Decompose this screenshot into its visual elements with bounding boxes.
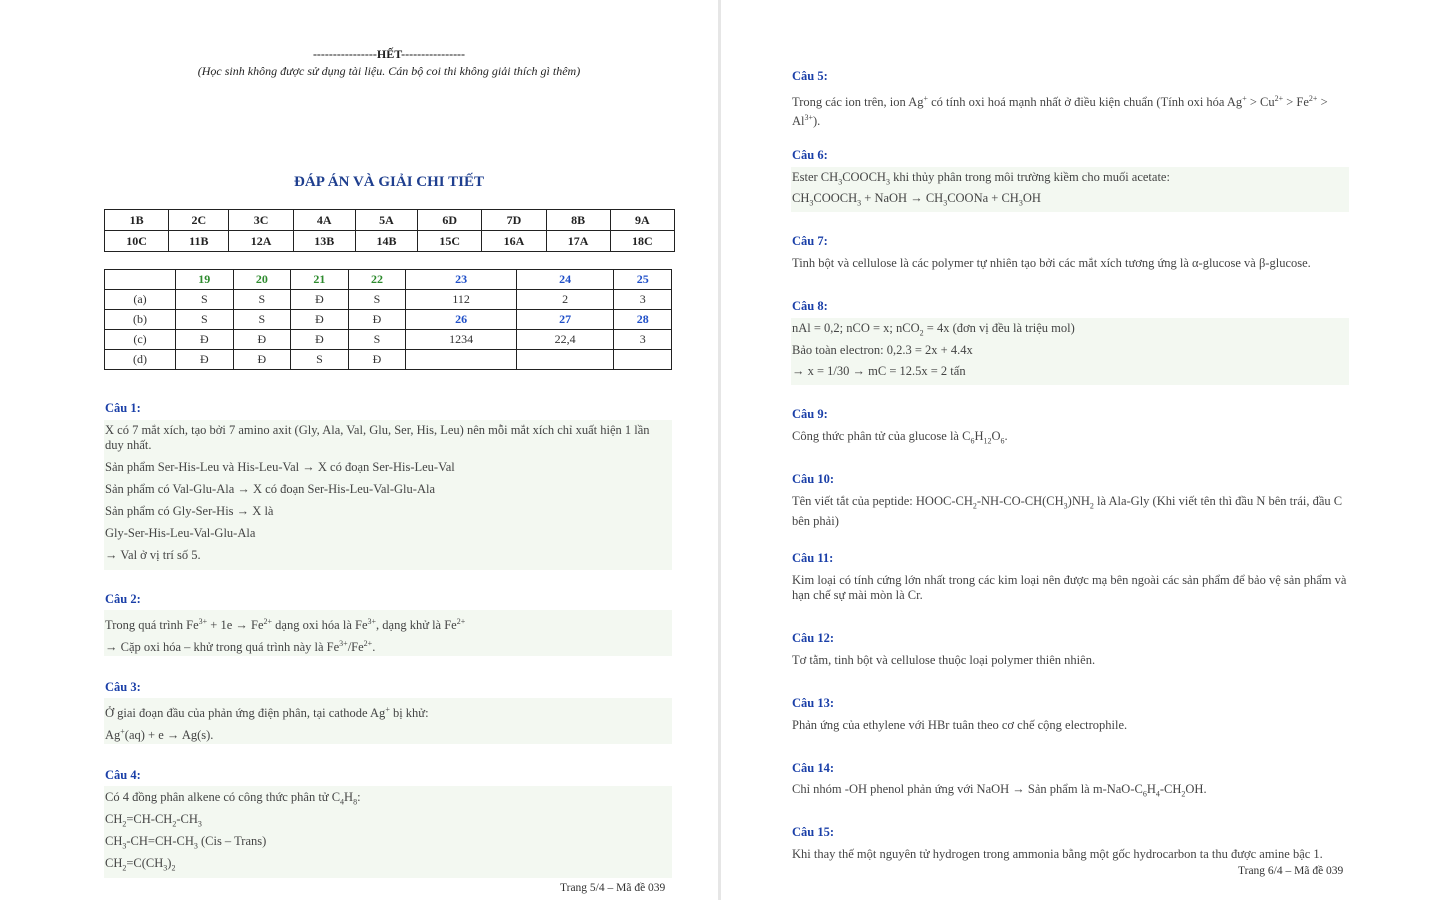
table-header-row bbox=[105, 270, 672, 290]
question-6-line: $CH_3COOCH_3$ + NaOH → $CH_3COONa + CH_3OH$ bbox=[792, 191, 1041, 208]
page-right bbox=[721, 0, 1394, 900]
table-cell: 28 bbox=[614, 310, 672, 330]
table-cell: (b) bbox=[105, 310, 176, 330]
question-14-title: Câu 14: bbox=[792, 761, 835, 775]
question-10-line: Tên viết tắt của peptide: HOOC-$CH_2-NH-CO-CH(CH_3)NH_2$ là Ala-Gly (Khi viết tên thì đầu N bên trái, đầu C bên phải) bbox=[792, 494, 1343, 528]
mc-answer-table bbox=[104, 209, 675, 252]
question-10-title: Câu 10: bbox=[792, 472, 835, 486]
answer-title: ĐÁP ÁN VÀ GIẢI CHI TIẾT bbox=[294, 174, 484, 190]
table-row bbox=[105, 330, 672, 350]
question-11-title: Câu 11: bbox=[792, 551, 834, 565]
question-12-line: Tơ tằm, tinh bột và cellulose thuộc loại polymer thiên nhiên. bbox=[792, 653, 1096, 667]
table-cell: Đ bbox=[348, 310, 406, 330]
table-row bbox=[105, 310, 672, 330]
table-cell bbox=[105, 270, 176, 290]
question-11-line: Kim loại có tính cứng lớn nhất trong các kim loại nên được mạ bên ngoài các sản phẩm để bảo vệ sản phẩm và hạn chế sự mài mòn là Cr. bbox=[792, 573, 1347, 602]
question-8-line: nAl = 0,2; nCO = x; nCO$_2$ = 4x (đơn vị đều là triệu mol) bbox=[792, 321, 1075, 338]
question-12-title: Câu 12: bbox=[792, 631, 835, 645]
question-4-title: Câu 4: bbox=[105, 768, 141, 782]
question-5-title: Câu 5: bbox=[792, 69, 828, 83]
table-cell: 24 bbox=[516, 270, 613, 290]
question-8-line: → x = 1/30 → mC = 12.5x = 2 tấn bbox=[792, 364, 966, 378]
table-cell bbox=[614, 350, 672, 370]
question-1-line: X có 7 mắt xích, tạo bởi 7 amino axit (Gly, Ala, Val, Glu, Ser, His, Leu) nên mỗi mắt xích chỉ xuất hiện 1 lần duy nhất. bbox=[105, 423, 650, 452]
table-cell: S bbox=[291, 350, 349, 370]
table-cell: Đ bbox=[291, 330, 349, 350]
question-2-line: → Cặp oxi hóa – khử trong quá trình này là $Fe^{3+}/Fe^{2+}$. bbox=[105, 639, 376, 655]
table-cell: 11B bbox=[169, 231, 229, 252]
table-cell: 19 bbox=[176, 270, 234, 290]
table-cell: 3 bbox=[614, 290, 672, 310]
question-15-title: Câu 15: bbox=[792, 825, 835, 839]
table-cell: S bbox=[176, 310, 234, 330]
table-cell: 23 bbox=[406, 270, 517, 290]
table-cell: 112 bbox=[406, 290, 517, 310]
table-cell: 3 bbox=[614, 330, 672, 350]
table-cell: 14B bbox=[355, 231, 417, 252]
table-cell: 1B bbox=[105, 210, 169, 231]
table-cell: 1234 bbox=[406, 330, 517, 350]
question-1-line: Gly-Ser-His-Leu-Val-Glu-Ala bbox=[105, 526, 256, 540]
table-cell bbox=[516, 350, 613, 370]
question-6-title: Câu 6: bbox=[792, 148, 828, 162]
table-cell: 26 bbox=[406, 310, 517, 330]
table-cell: S bbox=[176, 290, 234, 310]
question-9-title: Câu 9: bbox=[792, 407, 828, 421]
page-footer: Trang 6/4 – Mã đề 039 bbox=[1238, 865, 1344, 877]
question-9-line: Công thức phân tử của glucose là $C_6H_{12}O_6$. bbox=[792, 429, 1008, 446]
question-1-line: Sản phẩm có Gly-Ser-His → X là bbox=[105, 504, 274, 518]
table-cell: (d) bbox=[105, 350, 176, 370]
question-7-title: Câu 7: bbox=[792, 234, 828, 248]
table-cell: (c) bbox=[105, 330, 176, 350]
table-cell: 12A bbox=[229, 231, 293, 252]
table-cell: 15C bbox=[418, 231, 482, 252]
table-cell: 25 bbox=[614, 270, 672, 290]
table-cell: 13B bbox=[293, 231, 355, 252]
table-cell: 8B bbox=[546, 210, 610, 231]
question-1-line: Sản phẩm Ser-His-Leu và His-Leu-Val → X có đoạn Ser-His-Leu-Val bbox=[105, 460, 455, 474]
question-2-title: Câu 2: bbox=[105, 592, 141, 606]
question-14-line: Chỉ nhóm -OH phenol phản ứng với NaOH → Sản phẩm là $m-NaO-C_6H_4-CH_2OH$. bbox=[792, 782, 1207, 799]
table-cell: 18C bbox=[610, 231, 674, 252]
question-1-title: Câu 1: bbox=[105, 401, 141, 415]
table-cell: S bbox=[348, 330, 406, 350]
question-2-line: Trong quá trình $Fe^{3+} + 1e \to Fe^{2+}$ dạng oxi hóa là $Fe^{3+}$, dạng khử là $Fe^{2+}$ bbox=[105, 617, 466, 633]
table-row bbox=[105, 231, 675, 252]
right-margin bbox=[1394, 0, 1440, 900]
table-cell: 4A bbox=[293, 210, 355, 231]
table-cell: 22,4 bbox=[516, 330, 613, 350]
table-cell bbox=[406, 350, 517, 370]
question-4-line: Có 4 đồng phân alkene có công thức phân tử $C_4H_8$: bbox=[105, 790, 361, 807]
question-3-line: Ag+(aq) + e → Ag(s). bbox=[105, 727, 214, 743]
question-6-line: Ester $CH_3COOCH_3$ khi thủy phân trong môi trường kiềm cho muối acetate: bbox=[792, 170, 1170, 187]
table-cell: S bbox=[233, 310, 291, 330]
question-8-line: Bảo toàn electron: 0,2.3 = 2x + 4.4x bbox=[792, 343, 973, 357]
table-cell: Đ bbox=[233, 330, 291, 350]
table-cell: 3C bbox=[229, 210, 293, 231]
question-8-title: Câu 8: bbox=[792, 299, 828, 313]
table-cell: 2 bbox=[516, 290, 613, 310]
question-1-line: → Val ở vị trí số 5. bbox=[105, 548, 201, 562]
page-left bbox=[0, 0, 718, 900]
table-cell: 9A bbox=[610, 210, 674, 231]
table-cell: 7D bbox=[482, 210, 546, 231]
table-cell: 6D bbox=[418, 210, 482, 231]
exam-note: (Học sinh không được sử dụng tài liệu. Cán bộ coi thi không giải thích gì thêm) bbox=[197, 64, 581, 78]
table-cell: 16A bbox=[482, 231, 546, 252]
tf-answer-table bbox=[104, 269, 672, 370]
table-cell: 21 bbox=[291, 270, 349, 290]
table-cell: 17A bbox=[546, 231, 610, 252]
question-7-line: Tinh bột và cellulose là các polymer tự nhiên tạo bởi các mắt xích tương ứng là α-glucose và β-glucose. bbox=[792, 256, 1311, 270]
table-cell: 10C bbox=[105, 231, 169, 252]
table-cell: 20 bbox=[233, 270, 291, 290]
question-4-line: $CH_2=CH-CH_2-CH_3$ bbox=[105, 812, 202, 829]
table-row bbox=[105, 350, 672, 370]
question-4-line: $CH_2=C(CH_3)_2$ bbox=[105, 856, 176, 873]
table-cell: Đ bbox=[176, 350, 234, 370]
table-cell: 22 bbox=[348, 270, 406, 290]
question-3-line: Ở giai đoạn đầu của phản ứng điện phân, tại cathode Ag+ bị khử: bbox=[105, 705, 429, 721]
table-row bbox=[105, 210, 675, 231]
question-13-title: Câu 13: bbox=[792, 696, 835, 710]
question-13-line: Phản ứng của ethylene với HBr tuân theo cơ chế cộng electrophile. bbox=[792, 718, 1128, 732]
table-cell: (a) bbox=[105, 290, 176, 310]
question-15-line: Khi thay thế một nguyên tử hydrogen trong ammonia bằng một gốc hydrocarbon ta thu được amine bậc 1. bbox=[792, 847, 1323, 861]
table-cell: 2C bbox=[169, 210, 229, 231]
table-cell: Đ bbox=[233, 350, 291, 370]
question-1-line: Sản phẩm có Val-Glu-Ala → X có đoạn Ser-His-Leu-Val-Glu-Ala bbox=[105, 482, 435, 496]
table-cell: Đ bbox=[291, 310, 349, 330]
table-row bbox=[105, 290, 672, 310]
table-cell: S bbox=[233, 290, 291, 310]
end-marker: ----------------HẾT---------------- bbox=[312, 47, 466, 61]
table-cell: Đ bbox=[291, 290, 349, 310]
table-cell: Đ bbox=[348, 350, 406, 370]
page-footer: Trang 5/4 – Mã đề 039 bbox=[560, 882, 666, 894]
table-cell: 5A bbox=[355, 210, 417, 231]
question-3-title: Câu 3: bbox=[105, 680, 141, 694]
table-cell: S bbox=[348, 290, 406, 310]
table-cell: 27 bbox=[516, 310, 613, 330]
question-4-line: $CH_3-CH=CH-CH_3$ (Cis – Trans) bbox=[105, 834, 267, 851]
question-5-line: Trong các ion trên, ion Ag+ có tính oxi hoá mạnh nhất ở điều kiện chuẩn (Tính oxi hóa $Ag^+ > Cu^{2+} > Fe^{2+} > Al^{3+}$). bbox=[792, 94, 1328, 129]
table-cell: Đ bbox=[176, 330, 234, 350]
